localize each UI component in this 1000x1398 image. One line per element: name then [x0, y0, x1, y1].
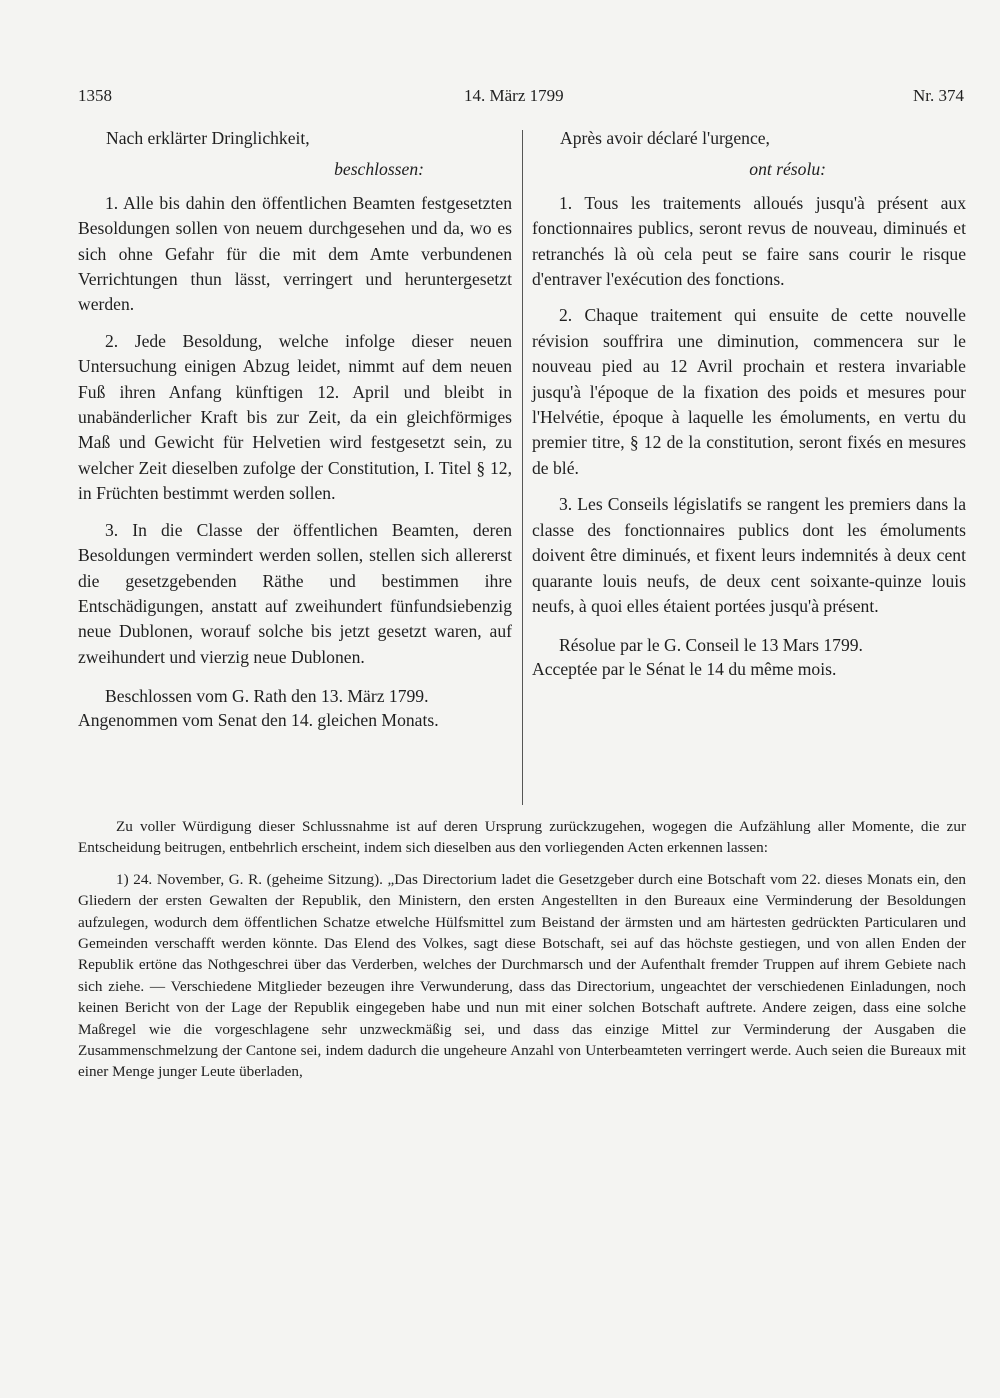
notes-item-1: 1) 24. November, G. R. (geheime Sitzung). „Das Directorium ladet die Gesetzgeber durch eine Botschaft vom 22. dieses Monats ein, den Gliedern der ersten Gewalten der Republik, den Ministern, den ersten Angestellten in den Bureaux eine Verminderung der Besoldungen aufzulegen, wodurch dem öffentlichen Schatze etwelche Hülfsmittel zum Beistand der ärmsten und am härtesten gedrückten Particularen und Gemeinden verschafft werden könnte. Das Elend des Volkes, sagt diese Botschaft, sei auf das höchste gestiegen, und von allen Enden der Republik ertöne das Nothgeschrei über das Verderben, welches der Durchmarsch und der Aufenthalt fremder Truppen auf ihrem Gebiete nach sich ziehe. — Verschiedene Mitglieder bezeugen ihre Verwunderung, dass das Directorium, ungeachtet der verschiedenen Einladungen, noch keinen Bericht von der Lage der Republik eingegeben habe und nun mit einer solchen Botschaft auftrete. Andere zeigen, dass eine solche Maßregel wie die vorgeschlagene sehr unzweckmäßig sei, und dass das einzige Mittel zur Verminderung der Ausgaben die Zusammenschmelzung der Cantone sei, indem dadurch die ungeheure Anzahl von Unterbeamteten verringert werde. Auch seien die Bureaux mit einer Menge junger Leute überladen,: [78, 870, 966, 1081]
french-column: [532, 126, 966, 681]
german-column: [78, 126, 512, 732]
french-article-3: 3. Les Conseils législatifs se rangent les premiers dans la classe des fonctionnaires publics dont les émoluments doivent être diminués, et fixent leurs indemnités à deux cent quarante louis neufs, de deux cent soixante-quinze louis neufs, à quoi elles étaient portées jusqu'à présent.: [532, 494, 966, 616]
column-divider: [522, 130, 523, 805]
french-closing-senate: Acceptée par le Sénat le 14 du même mois.: [532, 659, 837, 680]
notes-intro: Zu voller Würdigung dieser Schlussnahme ist auf deren Ursprung zurückzugehen, wogegen die Aufzählung aller Momente, die zur Entscheidung beitrugen, entbehrlich erscheint, indem sich dieselben aus den vorliegenden Acten erkennen lassen:: [78, 818, 966, 857]
german-resolved: beschlossen:: [334, 159, 424, 180]
page-number: 1358: [78, 86, 112, 105]
editorial-notes: [78, 816, 966, 1093]
french-article-1: 1. Tous les traitements alloués jusqu'à présent aux fonctionnaires publics, seront revus de nouveau, diminués et retranchés là où cela peut se faire sans courir le risque d'entraver l'exécution des fonctions.: [532, 192, 966, 290]
french-closing: [532, 633, 966, 681]
french-closing-council: Résolue par le G. Conseil le 13 Mars 1799.: [559, 635, 863, 656]
french-intro: Après avoir déclaré l'urgence,: [560, 128, 770, 148]
german-closing-council: Beschlossen vom G. Rath den 13. März 1799.: [105, 686, 429, 707]
german-article-1: 1. Alle bis dahin den öffentlichen Beamten festgesetzten Besoldungen sollen von neuem durchgesehen und da, wo es sich ohne Gefahr für die mit dem Amte verbundenen Verrichtungen thun lässt, verringert und heruntergesetzt werden.: [78, 192, 512, 315]
german-article-2: 2. Jede Besoldung, welche infolge dieser neuen Untersuchung einigen Abzug leidet, nimmt auf dem neuen Fuß ihren Anfang künftigen 12. April und bleibt in unabänderlicher Kraft bis zur Zeit, da ein gleichförmiges Maß und Gewicht für Helvetien wird festgesetzt sein, zu welcher Zeit dieselben zufolge der Constitution, I. Titel § 12, in Früchten bestimmt werden sollen.: [78, 330, 512, 504]
document-number: Nr. 374: [913, 86, 964, 105]
german-intro: Nach erklärter Dringlichkeit,: [106, 128, 310, 148]
german-closing: [78, 684, 512, 732]
header-date: 14. März 1799: [464, 86, 564, 105]
french-resolved: ont résolu:: [749, 159, 826, 180]
running-header: [78, 86, 964, 114]
german-article-3: 3. In die Classe der öffentlichen Beamten, deren Besoldungen vermindert werden sollen, stellen sich allererst die gesetzgebenden Räthe und bestimmen ihre Entschädigungen, anstatt auf zweihundert fünfundsiebenzig neue Dublonen, worauf solche bis jetzt gesetzt waren, auf zweihundert und vierzig neue Dublonen.: [78, 519, 512, 667]
french-article-2: 2. Chaque traitement qui ensuite de cette nouvelle révision souffrira une diminution, commencera sur le nouveau pied au 12 Avril prochain et restera invariable jusqu'à l'époque de la fixation des poids et mesures pour l'Helvétie, époque à laquelle les émoluments, en vertu du premier titre, § 12 de la constitution, seront fixés en mesures de blé.: [532, 305, 966, 478]
german-closing-senate: Angenommen vom Senat den 14. gleichen Monats.: [78, 710, 439, 731]
